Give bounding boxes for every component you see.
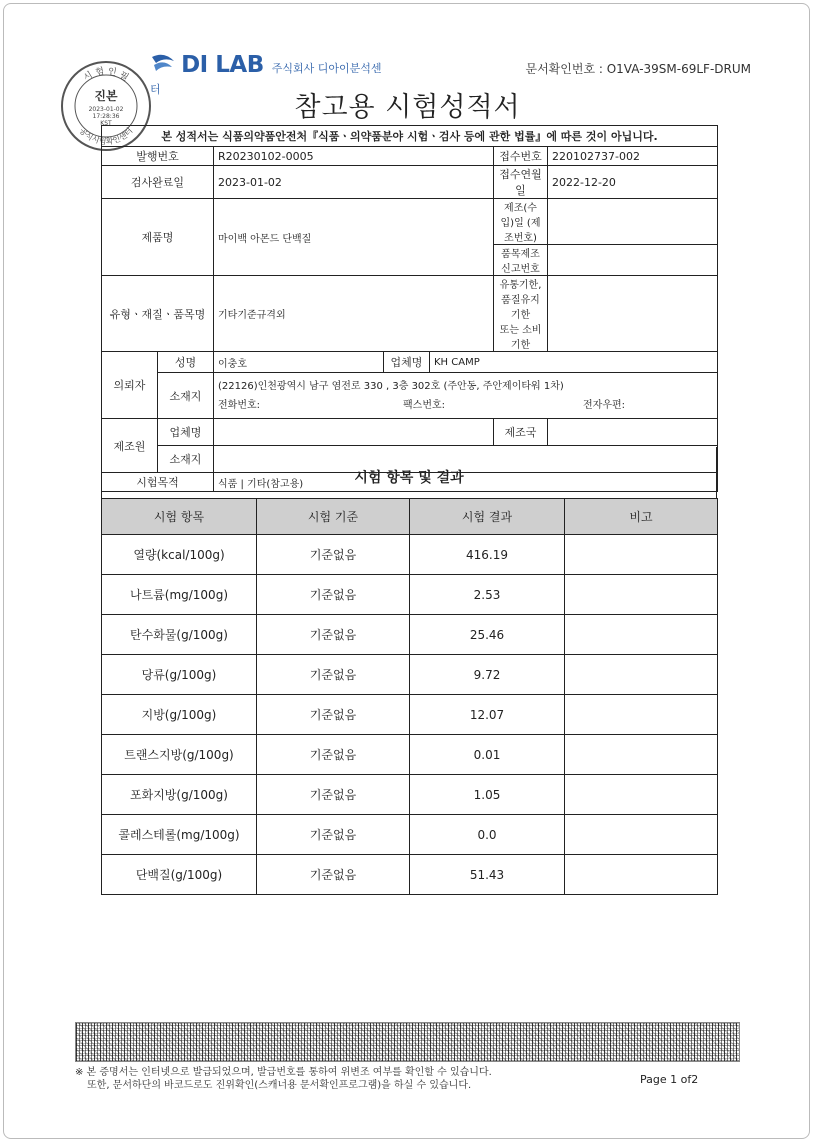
report-no-label: 품목제조신고번호	[494, 245, 548, 276]
purpose-label: 시험목적	[102, 473, 214, 492]
receipt-no-label: 접수번호	[494, 147, 548, 166]
maker-label: 제조원	[102, 419, 158, 473]
row-note	[565, 615, 718, 655]
row-note	[565, 535, 718, 575]
logo-subtitle: 주식회사 디아이분석센터	[150, 62, 382, 96]
logo-icon	[150, 53, 176, 75]
row-item: 당류(g/100g)	[102, 655, 257, 695]
stamp-tz: KST	[100, 120, 112, 127]
test-done-date: 2023-01-02	[214, 166, 494, 199]
row-standard: 기준없음	[257, 695, 410, 735]
footer-line-2: 또한, 문서하단의 바코드로도 진위확인(스캐너용 문서확인프로그램)을 하실 수 있습니다.	[87, 1080, 472, 1091]
maker-country-label: 제조국	[494, 419, 548, 446]
table-row	[102, 575, 718, 615]
row-standard: 기준없음	[257, 655, 410, 695]
results-header-note: 비고	[565, 499, 718, 535]
stamp-bottom-text: 공식시험확인센터	[77, 126, 135, 147]
row-note	[565, 655, 718, 695]
table-row	[102, 735, 718, 775]
table-row	[102, 775, 718, 815]
test-done-label: 검사완료일	[102, 166, 214, 199]
row-item: 열량(kcal/100g)	[102, 535, 257, 575]
purpose-value: 식품 | 기타(참고용)	[214, 473, 718, 492]
mfg-date-label: 제조(수입)일 (제조번호)	[494, 199, 548, 245]
results-header-item: 시험 항목	[102, 499, 257, 535]
row-result: 25.46	[410, 615, 565, 655]
row-standard: 기준없음	[257, 575, 410, 615]
results-table	[101, 498, 718, 895]
report-no	[548, 245, 718, 276]
maker-country	[548, 419, 718, 446]
legal-notice: 본 성적서는 식품의약품안전처『식품ㆍ의약품분야 시험ㆍ검사 등에 관한 법률』에 따른 것이 아닙니다.	[102, 126, 718, 147]
results-header-result: 시험 결과	[410, 499, 565, 535]
expiry-label	[494, 276, 548, 352]
row-standard: 기준없음	[257, 775, 410, 815]
results-section-title: 시험 항목 및 결과	[354, 470, 464, 486]
issue-no-label: 발행번호	[102, 147, 214, 166]
row-result: 416.19	[410, 535, 565, 575]
footer-notice	[75, 1066, 492, 1092]
table-row	[102, 855, 718, 895]
info-table	[101, 125, 718, 492]
client-address-cell	[214, 373, 718, 419]
expiry-label-line2: 또는 소비기한	[499, 325, 542, 351]
row-standard: 기준없음	[257, 855, 410, 895]
client-company: KH CAMP	[430, 352, 718, 373]
row-result: 0.01	[410, 735, 565, 775]
row-result: 1.05	[410, 775, 565, 815]
row-standard: 기준없음	[257, 535, 410, 575]
company-logo	[150, 52, 390, 96]
row-item: 단백질(g/100g)	[102, 855, 257, 895]
row-note	[565, 735, 718, 775]
row-note	[565, 575, 718, 615]
row-result: 51.43	[410, 855, 565, 895]
maker-company	[214, 419, 494, 446]
row-item: 트랜스지방(g/100g)	[102, 735, 257, 775]
product-label: 제품명	[102, 199, 214, 276]
svg-text:시 험 인 필	[82, 65, 131, 84]
expiry-value	[548, 276, 718, 352]
client-label: 의뢰자	[102, 352, 158, 419]
row-item: 지방(g/100g)	[102, 695, 257, 735]
document-check-number: 문서확인번호 : O1VA-39SM-69LF-DRUM	[525, 62, 751, 76]
page-number: Page 1 of2	[640, 1073, 699, 1086]
row-standard: 기준없음	[257, 615, 410, 655]
client-address: (22126)인천광역시 남구 염전로 330 , 3층 302호 (주안동, 주안제이타워 1차)	[218, 380, 564, 392]
phone-label: 전화번호:	[218, 399, 261, 411]
table-row	[102, 695, 718, 735]
results-header-standard: 시험 기준	[257, 499, 410, 535]
verification-barcode	[75, 1022, 740, 1062]
table-row	[102, 655, 718, 695]
expiry-label-line1: 유통기한, 품질유지기한	[499, 280, 542, 321]
receipt-no: 220102737-002	[548, 147, 718, 166]
results-section-header	[101, 447, 717, 498]
row-standard: 기준없음	[257, 815, 410, 855]
table-row	[102, 535, 718, 575]
stamp-main: 진본	[94, 89, 118, 103]
row-note	[565, 855, 718, 895]
table-row	[102, 615, 718, 655]
mfg-date	[548, 199, 718, 245]
row-standard: 기준없음	[257, 735, 410, 775]
stamp-top-text: 시 험 인 필	[82, 66, 130, 84]
table-row	[102, 815, 718, 855]
product-name: 마이백 아몬드 단백질	[214, 199, 494, 276]
page-title: 참고용 시험성적서	[294, 92, 521, 123]
client-name: 이충호	[214, 352, 384, 373]
row-result: 12.07	[410, 695, 565, 735]
logo-text: DI LAB	[181, 52, 264, 78]
row-item: 나트륨(mg/100g)	[102, 575, 257, 615]
row-result: 9.72	[410, 655, 565, 695]
client-contact-row	[218, 396, 713, 415]
type-label: 유형ㆍ재질ㆍ품목명	[102, 276, 214, 352]
type-value: 기타기준규격외	[214, 276, 494, 352]
client-address-label: 소재지	[158, 373, 214, 419]
row-item: 포화지방(g/100g)	[102, 775, 257, 815]
stamp-time: 17:28:36	[92, 113, 120, 120]
client-name-label: 성명	[158, 352, 214, 373]
client-company-label: 업체명	[384, 352, 430, 373]
receipt-date: 2022-12-20	[548, 166, 718, 199]
maker-company-label: 업체명	[158, 419, 214, 446]
receipt-date-label: 접수연월일	[494, 166, 548, 199]
footer-line-1: ※ 본 증명서는 인터넷으로 발급되었으며, 발급번호를 통하여 위변조 여부를 확인할 수 있습니다.	[75, 1067, 492, 1078]
row-result: 0.0	[410, 815, 565, 855]
row-item: 탄수화물(g/100g)	[102, 615, 257, 655]
row-result: 2.53	[410, 575, 565, 615]
stamp-date: 2023-01-02	[88, 106, 124, 113]
row-note	[565, 695, 718, 735]
fax-label: 팩스번호:	[403, 399, 446, 411]
row-note	[565, 775, 718, 815]
row-item: 콜레스테롤(mg/100g)	[102, 815, 257, 855]
row-note	[565, 815, 718, 855]
maker-address-label: 소재지	[158, 446, 214, 473]
issue-no: R20230102-0005	[214, 147, 494, 166]
email-label: 전자우편:	[583, 399, 626, 411]
